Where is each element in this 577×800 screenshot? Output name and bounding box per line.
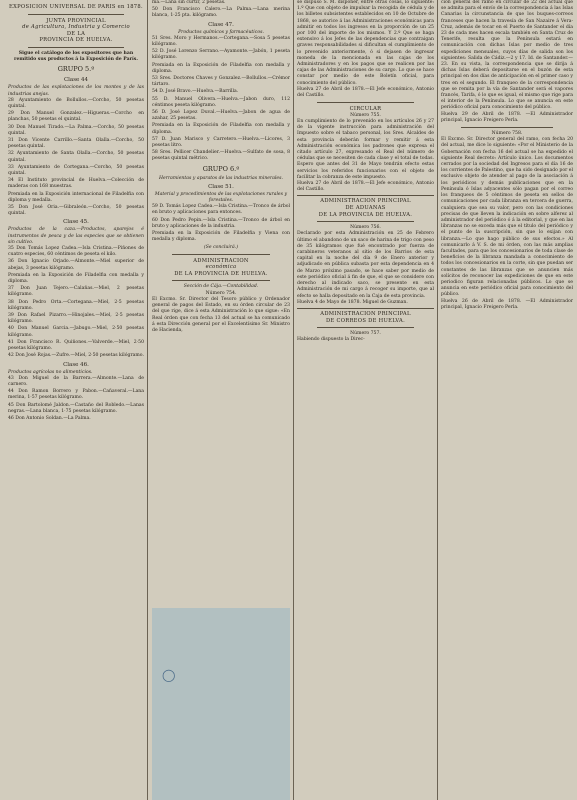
list-item: Premiada en la Exposición de Filadelfia con medalla y diploma. <box>152 62 290 74</box>
list-item: 55 D. Manuel Olivera.—Huelva.—Jabon duro, 112 céntimos peseta kilógramo. <box>152 96 290 108</box>
list-item: 40 Don Manuel Garcia.—Jabugo.—Miel, 2·50 pesetas kilógramo. <box>8 326 144 338</box>
notice-number: Número 757. <box>350 331 381 337</box>
list-item: Premiada en la Exposición de Filadelfia con medalla y diploma. <box>8 272 144 285</box>
notice-body: cion general del ramo en circular de 22 del actual que se admita para el envío de la correspondencia á las Islas Canarias la circunstancia de que los buques-correos franceses que hacen la travesía de San Nazaire á Vera-Cruz, además de tocar en el Puerto de Santander el día 23 de cada mes hacen escala también en Santa Cruz de Tenerife, resulta que la Península estará en comunicación con dichas Islas por medio de tres expediciones mensuales, cuyos días de salida son los siguientes: Salida de Cádiz.—2 y 17. Id. de Santander.—23. En su vista, la correspondencia que se dirija á dichas Islas deberá depositarse en el buzón de esta principal en dos días de anticipación en el primer caso y tres en el segundo. El franqueo de la correspondencia que se remita por la vía de Santander será el vapores francés, Tarifa, ó lo que es igual, el mismo que rige para el interior de la Península. Lo que se anuncia en este periódico oficial para conocimiento del público. <box>441 0 573 111</box>
list-item: 33 Ayuntamiento de Cortegana.—Corcho, 50 pesetas quintal. <box>8 164 144 177</box>
continued-note: (Se concluirá.) <box>203 244 239 250</box>
list-item: 42 Don José Rojas.—Zufre.—Miel, 2·50 pesetas kilógramo. <box>8 353 144 359</box>
customs-province: DE LA PROVINCIA DE HUELVA. <box>318 211 413 218</box>
list-item: 58 Sres. Pellicer Chandelier.—Huelva.—Sulfato de sosa, 8 pesetas quintal métrico. <box>152 150 290 162</box>
list-item: 30 Don Manuel Tirado.—La Palma.—Corcho, 50 pesetas quintal. <box>8 124 144 136</box>
list-item: 38 Don Pedro Orta.—Cortegana.—Miel, 2·5 pesetas kilógramo. <box>8 299 144 311</box>
list-item: 37 Don Juan Tejero.—Calañas.—Miel, 2 pesetas kilógramo. <box>8 286 144 298</box>
column-rule <box>147 0 148 800</box>
column-3 <box>297 0 434 800</box>
list-item: Premiada en la Exposición internacional de Filadelfia con diploma y medalla. <box>8 191 144 203</box>
divider <box>317 327 414 328</box>
notice-body: El Excmo. Sr. Director del Tesoro público y Ordenador general de pagos del Estado, en su órden circular de 23 del que rige, dice á esta Administración lo que sigue: «En Real órden que con fecha 13 del actual se ha comunicado á esta Dirección general por el Excelentísimo Sr. Ministro de Hacienda, <box>152 296 290 333</box>
junta-heading: JUNTA PROVINCIAL <box>46 17 106 24</box>
administration-subheading: económica <box>205 264 237 271</box>
exposition-heading: EXPOSICION UNIVERSAL DE PARIS en 1878. <box>9 4 143 10</box>
blue-stamp-overlay <box>152 608 290 800</box>
column-4 <box>441 0 573 800</box>
list-item: 41 Don Francisco R. Quiñones.—Valverde.—Miel, 2·50 pesetas kilógramo. <box>8 339 144 352</box>
administration-province: DE LA PROVINCIA DE HUELVA. <box>174 270 268 277</box>
list-item: 32 Ayuntamiento de Santa Olalla.—Corcho, 50 pesetas quintal. <box>8 151 144 163</box>
class-47-description: Productos químicos y farmacéuticos. <box>178 29 264 35</box>
section-label: Sección de Cája.—Contabilidad. <box>183 284 259 290</box>
list-item: 59 D. Tomás Lopez Cadea.—Isla Cristina.—Tronco de árbol en bruto y aplicaciones para entonces. <box>152 204 290 216</box>
class-44-heading: Clase 44 <box>63 77 89 84</box>
post-subheading: DE CORREOS DE HUELVA. <box>325 317 406 324</box>
circular-heading: CIRCULAR <box>349 106 382 113</box>
intro-text: Sigue el catálogo de los expositores que han remitido sus productos á la Exposición de París. <box>14 50 138 63</box>
list-item: 34 El Instituto provincial de Huelva.—Colección de maderas con 168 muestras. <box>8 178 144 190</box>
group-6-heading: GRUPO 6.º <box>202 164 240 173</box>
list-item: 46 Don Antonio Soldan.—La Palma. <box>8 415 91 421</box>
list-item: 35 Don José Oria.—Gibraleón.—Corcho, 50 pesetas quintal. <box>8 205 144 217</box>
stamp-mark: ◯ <box>162 668 177 682</box>
divider <box>28 47 124 48</box>
list-item: 52 D. José Lorenzo Serrano.—Ayamonte.—Jabón, 1 peseta kilógramo. <box>152 49 290 61</box>
list-item: ma.—Lana sin curtir, 2 pesetas. <box>152 0 226 5</box>
list-item: 29 Don Manuel Gonzalez.—Higueras.—Corcho en planchas, 50 pesetas el quintal. <box>8 111 144 123</box>
notice-body: se dispuso S. M. disponer, entre otras cosas, lo siguiente: 1.º Que con objeto de impulsar la recogida de cédula y de los billetes subsistentes establecidos en 10 de Octubre de 1868, se autorice á las Administraciones económicas para admitir en todos los ingresos en la proporción de un 25 por 100 del importe de los mismos. Y 2.º Que se haga extensivo á los Jefes de las dependencias que contraigan graves responsabilidades si dificultan el cumplimiento de lo prevenido anteriormente, ó si dejasen de ingresar moneda de la mencionada en las cajas de los Administradores y en los pagos que se realicen por las cajas de las Administraciones de su cargo. Lo que se hace constar por medio de este Boletín oficial, para conocimiento del público. <box>297 0 434 86</box>
list-item: 43 Don Miguel de la Barrera.—Almonte.—Lana de carnero. <box>8 375 144 387</box>
class-51-heading: Clase 51. <box>208 183 234 190</box>
list-item: 39 Don Rafael Pizarro.—Hinojales.—Miel, 2·5 pesetas kilógramo. <box>8 313 144 325</box>
divider <box>317 102 414 103</box>
list-item: 57 D. Juan Marisco y Carretero.—Huelva.—Licores, 3 pesetas litro. <box>152 136 290 149</box>
signature: Huelva 26 de Abril de 1878. —El Administrador principal, Ignacio Freigero Perla. <box>441 298 573 310</box>
list-item: 28 Ayuntamiento de Bollullos.—Corcho, 50 pesetas quintal. <box>8 97 144 109</box>
customs-subheading: DE ADUANAS <box>345 205 386 212</box>
signature: Huelva 4 de Mayo de 1878. Miguel de Guzman. <box>297 299 408 305</box>
list-item: 35 Don Tomás Lopez Cadea.—Isla Cristina.—Piñones de cuatro especies, 60 céntimos de peseta el kilo. <box>8 246 144 258</box>
notice-number: Número 758. <box>491 131 523 137</box>
class-47-heading: Clase 47. <box>208 21 234 28</box>
list-item: 31 Don Vicente Carrillo.—Santa Olalla.—Corcho, 50 pesetas quintal. <box>8 138 144 150</box>
divider <box>28 14 124 15</box>
list-item: 45 Don Bartolomé Jaldon.—Castaño del Robledo.—Lanas negras.—Lana blanca, 1·75 pesetas kilógramo. <box>8 402 144 414</box>
list-item: 51 Sres. Moro y Hermanos.—Cortegana.—Sosa 5 pesetas kilógramo. <box>152 35 290 48</box>
signature: Huelva 27 de Abril de 1878.—El Jefe económico, Antonio del Castillo. <box>297 86 434 99</box>
customs-heading: ADMINISTRACION PRINCIPAL <box>320 198 411 205</box>
divider <box>172 254 270 255</box>
post-heading: ADMINISTRACION PRINCIPAL <box>320 310 411 317</box>
signature: Huelva 29 de Abril de 1878. —El Administrador principal, Ignacio Freigero Perla. <box>441 111 573 123</box>
list-item: 60 Don Pedro Pepin.—Isla Cristina.—Tronco de árbol en bruto y aplicaciones de la industria. <box>152 217 290 229</box>
list-item: 36 Don Ignacio Orjado.—Almonte.—Miel superior de abejas, 3 pesetas kilógramo. <box>8 259 144 271</box>
circular-body: En cumplimiento de lo prevenido en los artículos 26 y 27 de la vigente instrucción para administración del Impuesto sobre el tabaco personal, los Sres. Alcaldes de esta provincia deberán formar y remitir á esta Administración económica los padrones que expresa el citado artículo 27, expresando el Real del número de cédulas que se necesiten de cada clase y el total de todas. Espero que antes del 31 de Mayo tendrán efecto estas servicios los referidos funcionarios con el objeto de facilitar la cobranza de este impuesto. <box>297 119 434 180</box>
junta-subheading: de Agricultura, Industria y Comercio <box>22 24 130 31</box>
divider <box>461 127 553 128</box>
divider <box>317 221 414 222</box>
class-45-description: Productos de la caza.—Productos, aparejos é instrumentos de pesca y de las especies que se obtienen sin cultivo. <box>8 227 144 245</box>
list-item: 54 D. José Bravo.—Huelva.—Barrilla. <box>152 89 239 95</box>
notice-number: Número 756. <box>350 225 381 231</box>
list-item: 53 Sres. Doctores Chaves y Gonzalez.—Bollullos.—Crémor tártaro. <box>152 76 290 88</box>
notice-body: El Excmo. Sr. Director general del ramo, con fecha 20 del actual, me dice lo siguiente: «Por el Ministerio de la Gobernación con fecha 16 del actual se ha expedido el siguiente Real decreto: Artículo único. Los documentos cerrados por la sociedad del Ingresos para el día 16 de los corrientes de Palestino, que ha sido designado por el exclusivo objeto de atender al pago de la asociación á los periódicos y demás publicaciones que en la Península ó Islas adyacentes sólo pagan por el correo los franqueos de 5 céntimos de peseta en sellos de comunicaciones por cada libranza en tercera de guerra, cualquiera que sea su valor, pero con las condiciones precisas de que lleven la indicación en sobre alferez al administrador del periódico ó á la editorial, y que en las libranzas no se exceda más que el título del periódico y el punto de la suscripción, sin que lo exijan con libranza.—Lo que hago público de sus efectos.» Al comunicarlo á V. S. de mi órden, con las más amplias facultades, para que los concesionarios de toda clase de beneficios de la libranza mandada a conocimiento de todos los concesionarios en la corte, sin que puedan ser constantes de las libranzas que se anuncien más solícitos de reconocer las expediciones de que en este periodico figuran relacionadas públicos. Lo que se anuncia en este periódico oficial para conocimiento del público. <box>441 137 573 298</box>
class-45-heading: Clase 45. <box>63 219 89 226</box>
list-item: 44 Don Ramon Borrero y Pabon.—Cañaveral.—Lana merina, 1·57 pesetas kilógramo. <box>8 389 144 401</box>
administration-heading: ADMINISTRACION <box>193 257 249 264</box>
notice-number: Número 754. <box>205 290 237 296</box>
list-item: 50 Don Francisco Calero.—La Palma.—Lana merina blanca, 1·25 pta. kilógramo. <box>152 7 290 19</box>
list-item: Premiada en la Exposición de Filadelfia y Viena con medalla y diploma. <box>152 231 290 243</box>
divider <box>297 308 434 309</box>
notice-number: Número 755. <box>350 112 381 118</box>
junta-de-la: DE LA <box>66 30 86 37</box>
column-rule <box>293 0 294 800</box>
divider <box>172 280 270 281</box>
notice-body: Declarado por esta Administración en 25 de Febrero último el abandono de un saco de harina de trigo con peso de 35 kilógramos que fué encontrado por fuerza de carabineros veteranos al sitio de los Barrios de esta capital en la noche del día 9 de Enero anterior y adjudicado en pública subasta por esta dependencia en 4 de Marzo próximo pasado, se hace saber por medio de este periódico oficial á fin de que, el que se considere con derecho al indicado saco, se presente en esta Administración de mi cargo á recoger su importe, que al efecto se halla depositado en la Caja de esta provincia. <box>297 231 434 299</box>
class-51-description: Material y procedimientos de las explotaciones rurales y forestales. <box>154 191 288 204</box>
list-item: Premiada en la Exposición de Filadelfia con medalla y diploma. <box>152 123 290 135</box>
group-6-description: Herramientas y aparatos de las industrias minerales. <box>159 175 283 181</box>
signature: Huelva 27 de Abril de 1878.—El Jefe económico, Antonio del Castillo. <box>297 181 434 193</box>
class-46-description: Productos agrícolas no alimenticios. <box>8 369 93 375</box>
class-44-description: Productos de las explotaciones de los montes y de las industrias anejas. <box>8 85 144 97</box>
group-5-heading: GRUPO 5.º <box>57 65 95 74</box>
column-rule <box>437 0 438 800</box>
province-heading: PROVINCIA DE HUELVA. <box>39 37 113 44</box>
notice-body: Habiendo dispuesto la Direc- <box>297 337 365 343</box>
class-46-heading: Clase 46. <box>63 361 89 368</box>
list-item: 56 D. José Lopez Duval.—Huelva.—Jabon de agua de azahar, 25 pesetas. <box>152 110 290 122</box>
column-1 <box>8 0 144 800</box>
divider <box>297 195 434 196</box>
